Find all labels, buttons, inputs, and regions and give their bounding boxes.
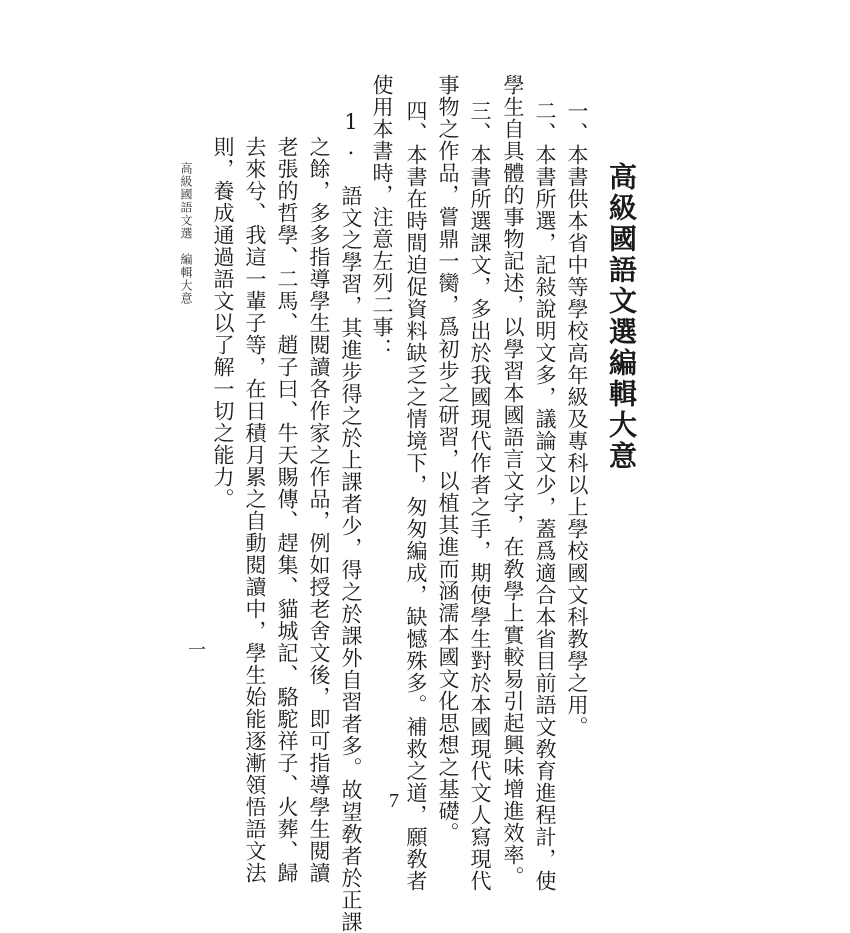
text-column-7: 使用本書時，注意左列二事： bbox=[370, 74, 394, 360]
text-column-5: 事物之作品，嘗鼎一臠，爲初步之研習，以植其進而涵濡本國文化思想之基礎。 bbox=[436, 74, 460, 844]
text-column-10: 老張的哲學、二馬、趙子曰、牛天賜傳、趕集、貓城記、駱駝祥子、火葬、歸 bbox=[275, 136, 299, 884]
text-column-9: 之餘，多多指導學生閱讀各作家之作品，例如授老舍文後，即可指導學生閱讀 bbox=[307, 136, 331, 884]
text-column-1: 一、本書供本省中等學校高年級及專科以上學校國文科教學之用。 bbox=[565, 100, 589, 738]
text-column-8: 1. 語文之學習，其進步得之於上課者少，得之於課外自習者多。故望敎者於正課 bbox=[339, 110, 363, 933]
document-title: 高級國語文選編輯大意 bbox=[605, 162, 638, 472]
text-column-2: 二、本書所選，記敍說明文多，議論文少，蓋爲適合本省目前語文敎育進程計，使 bbox=[533, 100, 557, 892]
text-column-4: 三、本書所選課文，多出於我國現代作者之手，期使學生對於本國現代文人寫現代 bbox=[468, 100, 492, 892]
text-column-11: 去來兮、我這一輩子等，在日積月累之自動閱讀中，學生始能逐漸領悟語文法 bbox=[243, 136, 267, 884]
text-column-3: 學生自具體的事物記述，以學習本國語言文字，在敎學上實較易引起興味增進效率。 bbox=[501, 74, 525, 888]
text-column-6: 四、本書在時間迫促資料缺乏之情境下，匆匆編成，缺憾殊多。補救之道，願敎者 bbox=[404, 100, 428, 892]
running-head: 高級國語文選 編輯大意 bbox=[179, 162, 193, 305]
folio-marker: 一 bbox=[185, 640, 206, 659]
page-number: 7 bbox=[389, 790, 399, 812]
text-column-12: 則，養成通過語文以了解一切之能力。 bbox=[211, 136, 235, 510]
